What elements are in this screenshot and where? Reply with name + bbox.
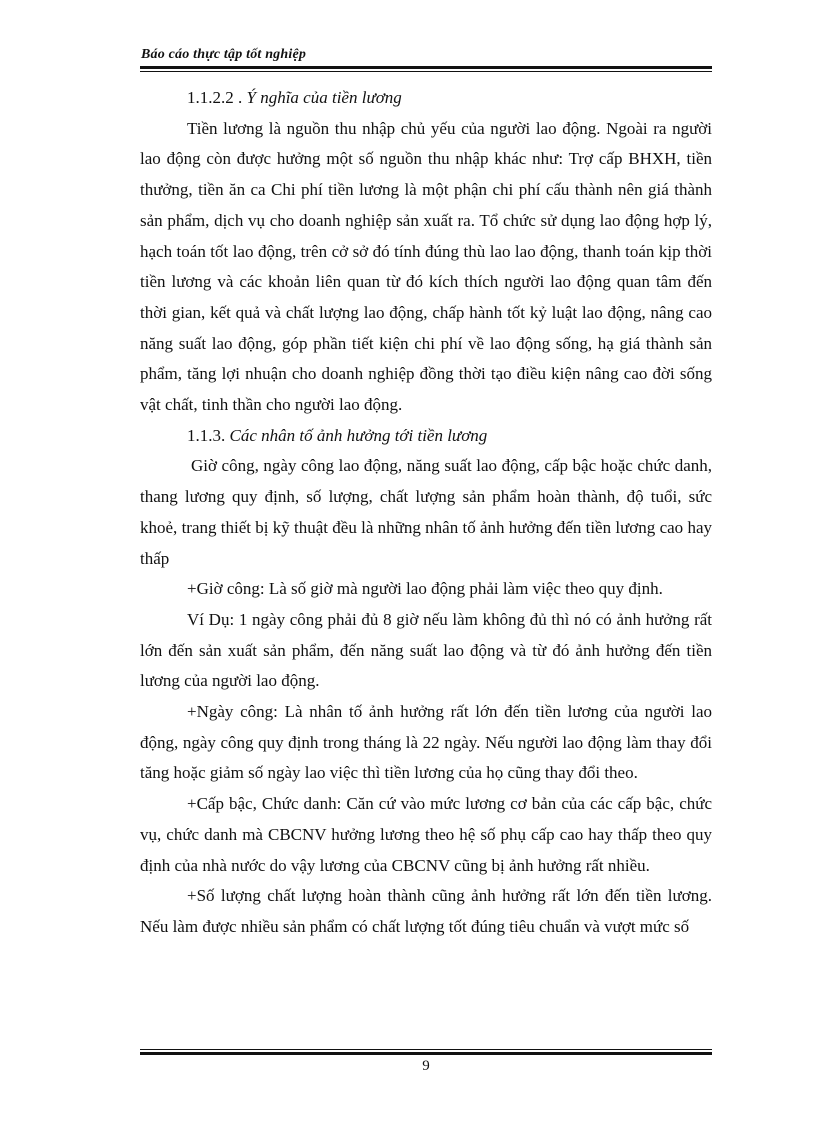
running-header-title: Báo cáo thực tập tốt nghiệp — [141, 47, 307, 62]
section-number: 1.1.2.2 . — [187, 88, 247, 107]
section-heading-1-1-3 — [140, 421, 712, 452]
section-number: 1.1.3. — [187, 425, 230, 445]
footer-rule-thick — [140, 1052, 712, 1055]
paragraph: +Số lượng chất lượng hoàn thành cũng ảnh hưởng rất lớn đến tiền lương. Nếu làm được nhiều sản phẩm có chất lượng tốt đúng tiêu chuẩn và vượt mức số — [140, 886, 712, 936]
paragraph: +Ngày công: Là nhân tố ảnh hưởng rất lớn đến tiền lương của người lao động, ngày công quy định trong tháng là 22 ngày. Nếu người lao động làm thay đổi tăng hoặc giảm số ngày lao việc thì tiền lương của họ cũng thay đổi theo. — [140, 702, 712, 783]
header-rule-thin — [140, 71, 712, 72]
document-body — [140, 83, 712, 943]
page-number: 9 — [422, 1058, 430, 1074]
paragraph: Giờ công, ngày công lao động, năng suất lao động, cấp bậc hoặc chức danh, thang lương quy định, số lượng, chất lượng sản phẩm hoàn thành, độ tuổi, sức khoẻ, trang thiết bị kỹ thuật đều là những nhân tố ảnh hưởng đến tiền lương cao hay thấp — [140, 456, 712, 568]
header-rule-thick — [140, 66, 712, 69]
footer-rule-thin — [140, 1049, 712, 1050]
paragraph: Ví Dụ: 1 ngày công phải đủ 8 giờ nếu làm không đủ thì nó có ảnh hưởng rất lớn đến sản xuất sản phẩm, đến năng suất lao động và từ đó ảnh hưởng đến tiền lương của người lao động. — [140, 609, 712, 691]
section-heading-1-1-2-2 — [140, 83, 712, 114]
paragraph: +Giờ công: Là số giờ mà người lao động phải làm việc theo quy định. — [187, 579, 663, 599]
section-title: Các nhân tố ảnh hưởng tới tiền lương — [229, 425, 488, 445]
paragraph: Tiền lương là nguồn thu nhập chủ yếu của người lao động. Ngoài ra người lao động còn được hưởng một số nguồn thu nhập khác như: Trợ cấp BHXH, tiền thưởng, tiền ăn ca Chi phí tiền lương là một phận chi phí cấu thành nên giá thành sản phẩm, dịch vụ cho doanh nghiệp sản xuất ra. Tổ chức sử dụng lao động hợp lý, hạch toán tốt lao động, trên cở sở đó tính đúng thù lao lao động, thanh toán kịp thời tiền lương và các khoản liên quan từ đó kích thích người lao động quan tâm đến thời gian, kết quả và chất lượng lao động, chấp hành tốt kỷ luật lao động, nâng cao năng suất lao động, góp phần tiết kiện chi phí về lao động sống, hạ giá thành sản phẩm, tăng lợi nhuận cho doanh nghiệp đồng thời tạo điều kiện nâng cao đời sống vật chất, tinh thần cho người lao động. — [140, 118, 712, 415]
paragraph: +Cấp bậc, Chức danh: Căn cứ vào mức lương cơ bản của các cấp bậc, chức vụ, chức danh mà CBCNV hưởng lương theo hệ số phụ cấp cao hay thấp theo quy định của nhà nước do vậy lương của CBCNV cũng bị ảnh hưởng rất nhiều. — [140, 794, 712, 875]
section-title: Ý nghĩa của tiền lương — [246, 88, 402, 107]
